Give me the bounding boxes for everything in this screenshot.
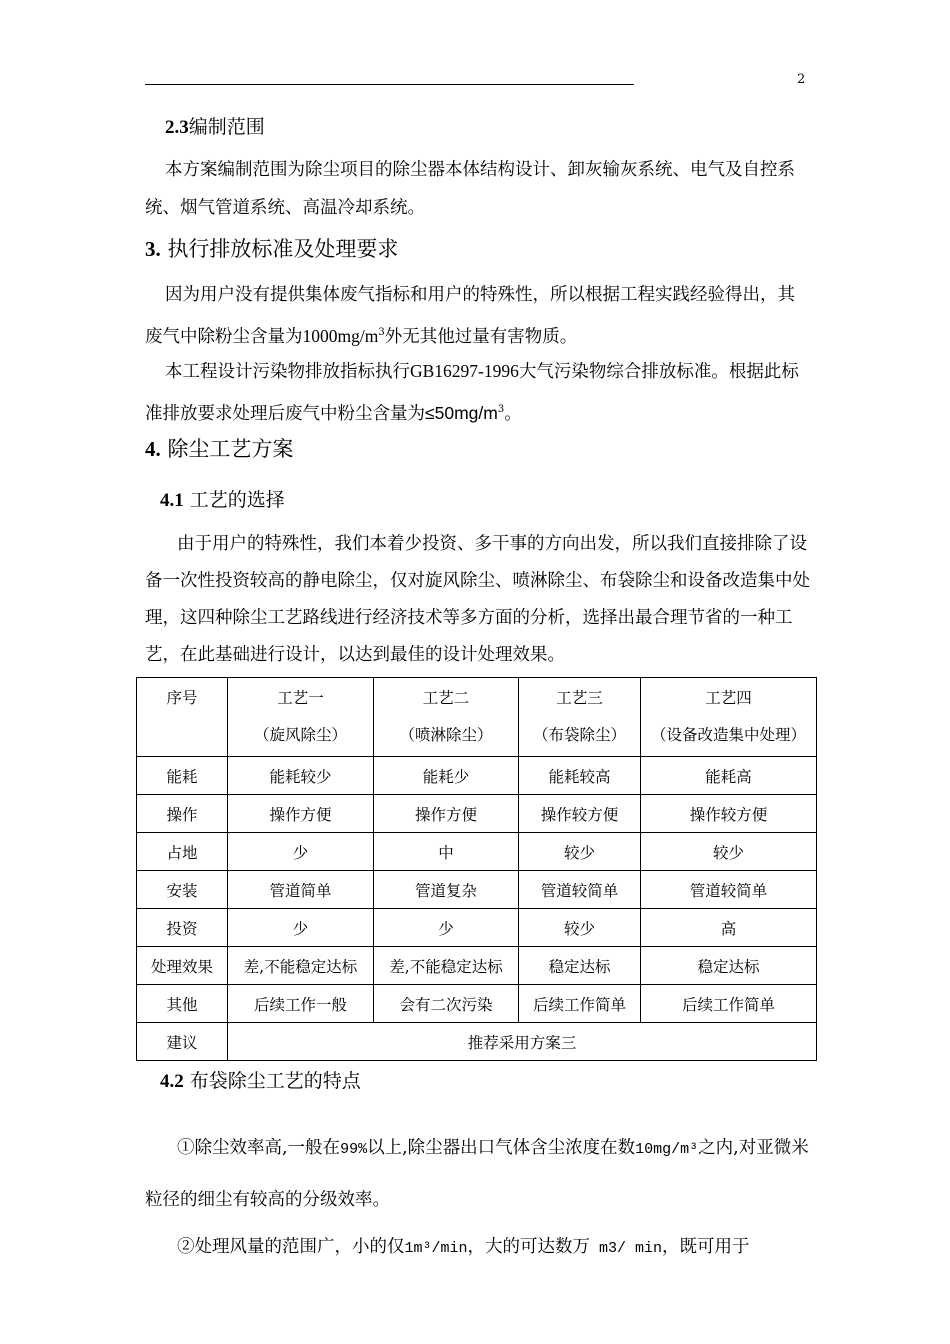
row-label: 操作: [137, 795, 228, 833]
table-cell: 差,不能稳定达标: [374, 947, 519, 985]
process-desc: （布袋除尘）: [532, 726, 626, 744]
table-header-row: [137, 678, 817, 757]
table-cell: 操作方便: [374, 795, 519, 833]
row-label: 安装: [137, 871, 228, 909]
text: 以上,除尘器出口气体含尘浓度在数: [367, 1138, 636, 1158]
superscript: 3: [497, 404, 505, 415]
table-cell: 少: [374, 909, 519, 947]
row-label: 占地: [137, 833, 228, 871]
table-row: [137, 833, 817, 871]
table-row: [137, 871, 817, 909]
table-cell: 管道简单: [228, 871, 374, 909]
section-number: 4.: [145, 437, 161, 461]
section-4-heading: [145, 433, 293, 463]
header-rule: [145, 84, 634, 85]
row-label: 投资: [137, 909, 228, 947]
row-label: 其他: [137, 985, 228, 1023]
text: 因为用户没有提供集体废气指标和用户的特殊性，所以根据工程实践经验得出，其废气中除粉尘含量为: [145, 285, 795, 347]
airflow-max-unit: m3/ min: [590, 1240, 663, 1257]
process-name: 工艺四: [705, 689, 752, 707]
superscript: 3: [378, 327, 385, 338]
table-cell: 能耗少: [374, 757, 519, 795]
section-title: 编制范围: [188, 116, 265, 138]
table-cell: 较少: [519, 833, 641, 871]
table-cell: 管道较简单: [519, 871, 641, 909]
process-desc: （设备改造集中处理）: [650, 726, 806, 744]
table-row: [137, 985, 817, 1023]
table-cell: 稳定达标: [519, 947, 641, 985]
paragraph-4-1: 由于用户的特殊性，我们本着少投资、多干事的方向出发，所以我们直接排除了设备一次性投资较高的静电除尘，仅对旋风除尘、喷淋除尘、布袋除尘和设备改造集中处理，这四种除尘工艺路线进行经济技术等多方面的分析，选择出最合理节省的一种工艺，在此基础进行设计，以达到最佳的设计处理效果。: [145, 534, 810, 665]
section-title: 除尘工艺方案: [167, 437, 294, 461]
section-number: 4.1: [160, 490, 184, 511]
table-cell: 稳定达标: [641, 947, 817, 985]
text: ②处理风量的范围广，小的仅: [177, 1237, 405, 1257]
concentration-value: 10mg/m³: [635, 1141, 699, 1158]
table-cell: 中: [374, 833, 519, 871]
section-3-heading: [145, 233, 398, 263]
table-cell: 后续工作简单: [519, 985, 641, 1023]
section-title: 布袋除尘工艺的特点: [189, 1070, 361, 1092]
text: 大气污染物综合排放标准。根据此标准排放要求处理后废气中粉尘含量为: [145, 362, 799, 424]
standard-code: GB16297-1996: [410, 361, 519, 381]
text: 之内,对亚微米粒径的细尘有较高的分级效率。: [145, 1138, 809, 1210]
table-cell: 较少: [519, 909, 641, 947]
process-name: 工艺一: [277, 689, 324, 707]
section-2-3-heading: [165, 112, 265, 139]
page-number: 2: [797, 72, 806, 87]
process-name: 工艺三: [556, 689, 603, 707]
text: 本工程设计污染物排放指标执行: [165, 362, 410, 382]
row-label: 建议: [137, 1023, 228, 1061]
paragraph-3a: [145, 276, 810, 356]
process-desc: （喷淋除尘）: [399, 726, 493, 744]
header-cell: [641, 678, 817, 757]
section-4-1-heading: [160, 485, 285, 512]
process-comparison-table: [136, 677, 817, 1061]
table-cell: 后续工作一般: [228, 985, 374, 1023]
table-cell: 能耗高: [641, 757, 817, 795]
row-label: 处理效果: [137, 947, 228, 985]
table-cell: 后续工作简单: [641, 985, 817, 1023]
dust-value: 1000mg/m: [302, 325, 379, 346]
efficiency-value: 99%: [340, 1141, 368, 1158]
table-row: [137, 947, 817, 985]
text: ，既可用于: [662, 1237, 750, 1257]
table-cell: 能耗较少: [228, 757, 374, 795]
table-cell: 管道复杂: [374, 871, 519, 909]
table-cell: 管道较简单: [641, 871, 817, 909]
table-cell: 少: [228, 909, 374, 947]
process-desc: （旋风除尘）: [253, 726, 347, 744]
text: ①除尘效率高,一般在: [177, 1138, 341, 1158]
airflow-min-value: 1m³/min: [404, 1240, 468, 1257]
header-cell: 序号: [137, 678, 228, 757]
table-cell: 会有二次污染: [374, 985, 519, 1023]
section-number: 2.3: [165, 117, 189, 138]
header-cell: [519, 678, 641, 757]
table-row: [137, 795, 817, 833]
table-cell: 操作较方便: [641, 795, 817, 833]
text: ，大的可达数万: [467, 1237, 591, 1257]
process-name: 工艺二: [422, 689, 470, 707]
table-cell: 高: [641, 909, 817, 947]
paragraph-3b: [145, 352, 810, 433]
table-row: [137, 909, 817, 947]
table-cell: 较少: [641, 833, 817, 871]
section-number: 4.2: [160, 1071, 184, 1092]
section-title: 执行排放标准及处理要求: [167, 237, 399, 261]
text: 外无其他过量有害物质。: [384, 326, 578, 347]
paragraph-2-3: 本方案编制范围为除尘项目的除尘器本体结构设计、卸灰输灰系统、电气及自控系统、烟气管道系统、高温冷却系统。: [145, 160, 795, 218]
point-1: [145, 1123, 810, 1225]
header-cell: [228, 678, 374, 757]
table-row: [137, 757, 817, 795]
recommendation-cell: 推荐采用方案三: [228, 1023, 817, 1061]
limit-value: ≤50mg/m: [425, 402, 498, 423]
table-cell: 能耗较高: [519, 757, 641, 795]
point-2: [145, 1228, 810, 1268]
table-cell: 操作方便: [228, 795, 374, 833]
section-4-2-heading: [160, 1066, 361, 1093]
section-number: 3.: [145, 237, 161, 261]
section-title: 工艺的选择: [189, 489, 285, 511]
table-cell: 操作较方便: [519, 795, 641, 833]
text: 。: [504, 403, 522, 424]
table-cell: 少: [228, 833, 374, 871]
header-cell: [374, 678, 519, 757]
table-row-recommendation: [137, 1023, 817, 1061]
row-label: 能耗: [137, 757, 228, 795]
table-cell: 差,不能稳定达标: [228, 947, 374, 985]
